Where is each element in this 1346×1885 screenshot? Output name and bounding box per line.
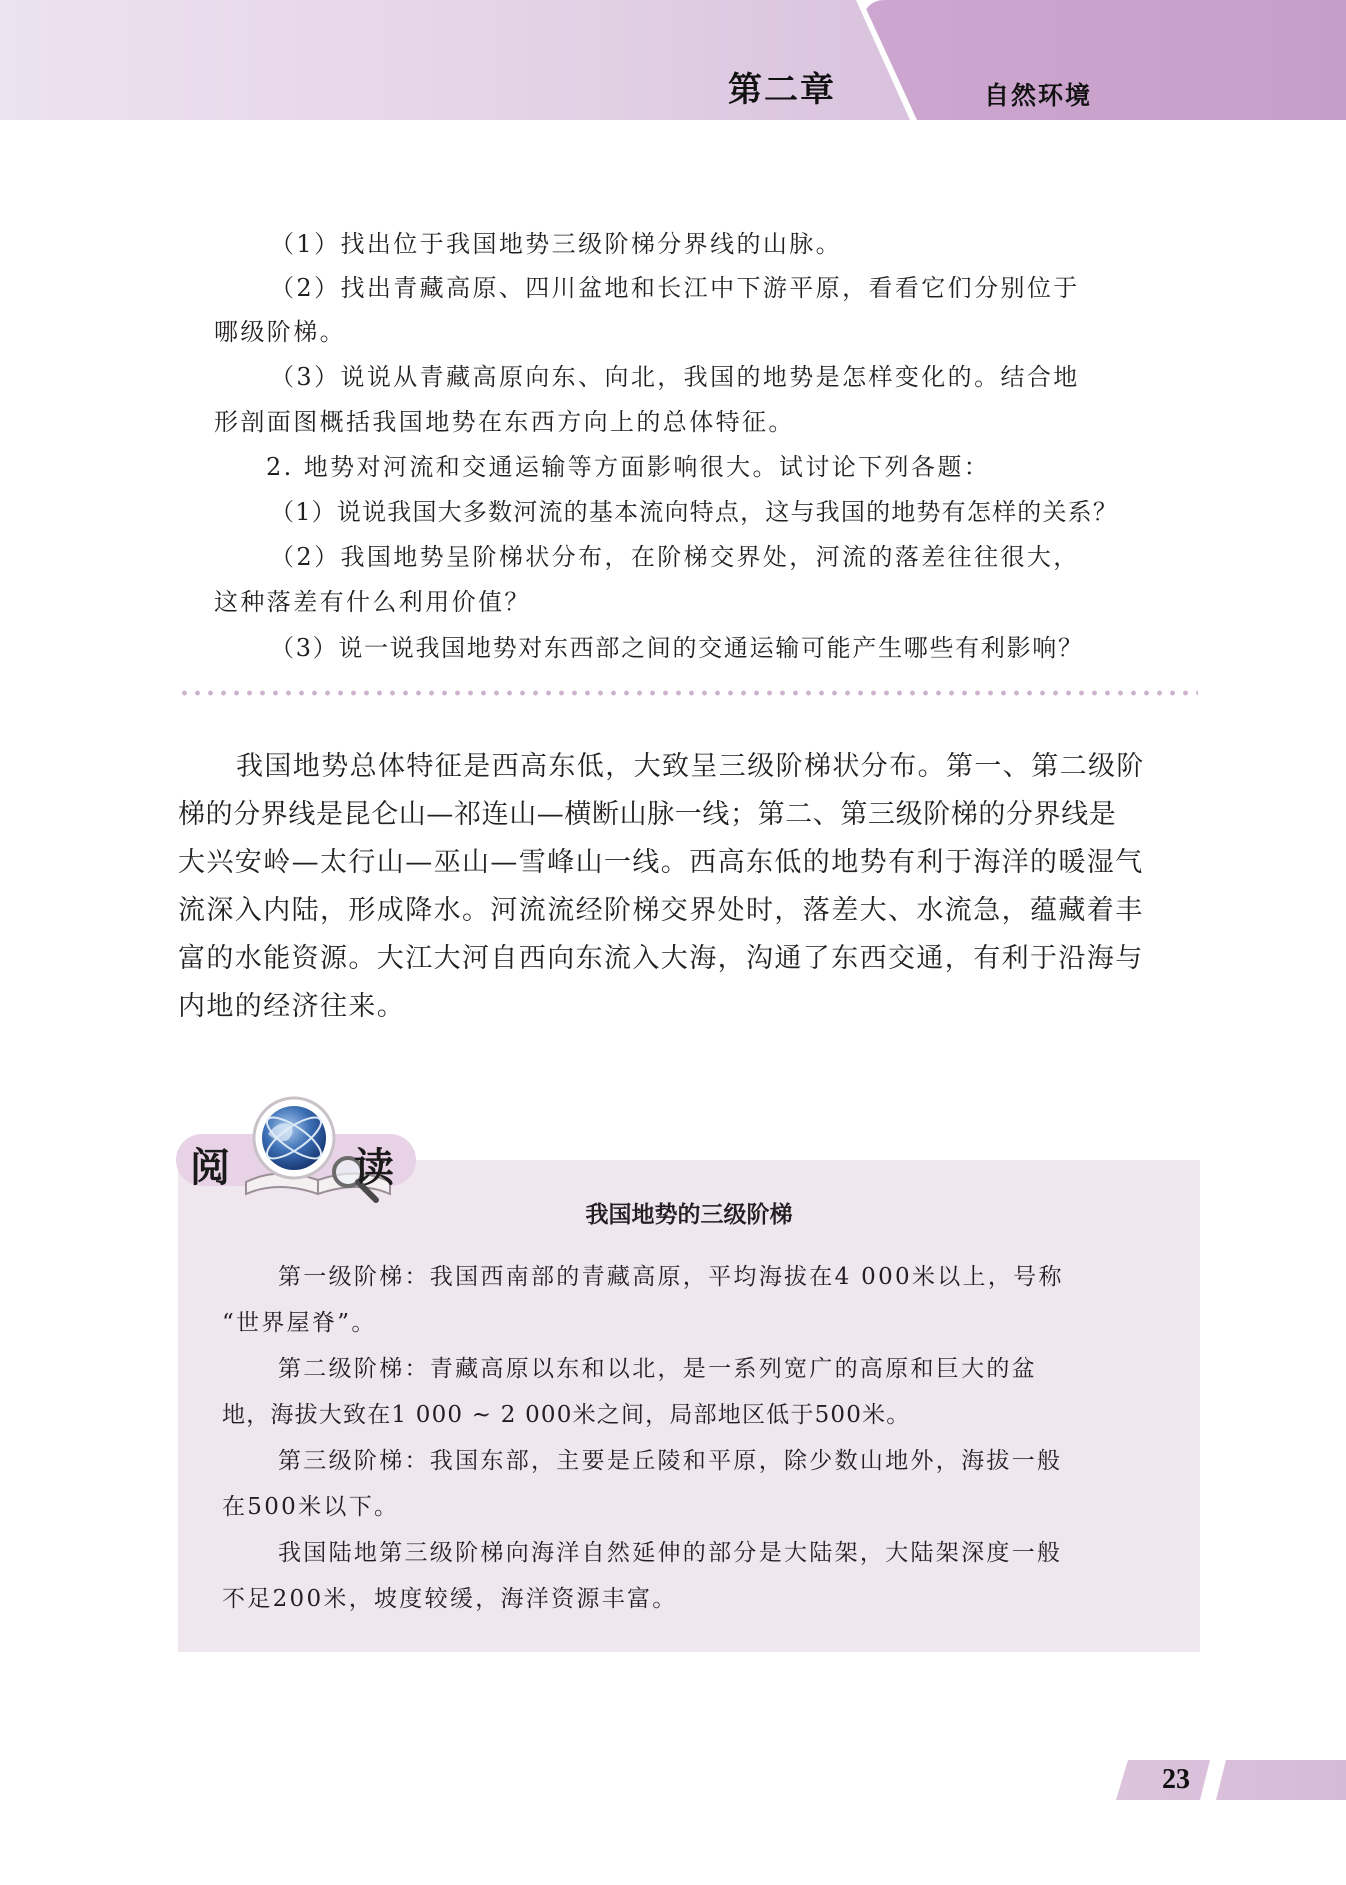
reading-line: 第一级阶梯：我国西南部的青藏高原，平均海拔在4 000米以上，号称 — [278, 1264, 1064, 1290]
reading-line: 我国陆地第三级阶梯向海洋自然延伸的部分是大陆架，大陆架深度一般 — [278, 1540, 1063, 1566]
summary-line: 流深入内陆，形成降水。河流流经阶梯交界处时，落差大、水流急，蕴藏着丰 — [178, 895, 1144, 926]
activity-line: （1）找出位于我国地势三级阶梯分界线的山脉。 — [270, 230, 843, 258]
page-number-strip — [1116, 1760, 1346, 1800]
reading-badge-left: 阅 — [190, 1145, 230, 1191]
reading-line: 地，海拔大致在1 000 ~ 2 000米之间，局部地区低于500米。 — [222, 1402, 911, 1428]
header-band-right — [862, 0, 1346, 120]
activity-line: 2. 地势对河流和交通运输等方面影响很大。试讨论下列各题： — [266, 453, 991, 481]
activity-line: 形剖面图概括我国地势在东西方向上的总体特征。 — [214, 408, 795, 436]
reading-line: 不足200米，坡度较缓，海洋资源丰富。 — [222, 1586, 678, 1612]
chapter-label: 第二章 — [728, 70, 836, 110]
activity-line: （3）说说从青藏高原向东、向北，我国的地势是怎样变化的。结合地 — [270, 363, 1080, 391]
reading-title: 我国地势的三级阶梯 — [585, 1202, 793, 1228]
activity-line: （2）找出青藏高原、四川盆地和长江中下游平原，看看它们分别位于 — [270, 274, 1080, 302]
summary-line: 富的水能资源。大江大河自西向东流入大海，沟通了东西交通，有利于沿海与 — [178, 943, 1144, 974]
summary-line: 大兴安岭—太行山—巫山—雪峰山一线。西高东低的地势有利于海洋的暖湿气 — [178, 847, 1144, 878]
dotted-divider — [178, 690, 1198, 696]
activity-line: （1）说说我国大多数河流的基本流向特点，这与我国的地势有怎样的关系？ — [270, 498, 1119, 526]
reading-badge-right: 读 — [354, 1145, 394, 1191]
summary-line: 内地的经济往来。 — [178, 991, 406, 1022]
reading-line: 第三级阶梯：我国东部，主要是丘陵和平原，除少数山地外，海拔一般 — [278, 1448, 1063, 1474]
reading-line: “世界屋脊”。 — [222, 1310, 377, 1336]
summary-line: 梯的分界线是昆仑山—祁连山—横断山脉一线；第二、第三级阶梯的分界线是 — [178, 799, 1117, 830]
chapter-title: 自然环境 — [984, 81, 1093, 110]
activity-line: （3）说一说我国地势对东西部之间的交通运输可能产生哪些有利影响？ — [270, 634, 1084, 662]
activity-line: （2）我国地势呈阶梯状分布，在阶梯交界处，河流的落差往往很大， — [270, 543, 1080, 571]
activity-line: 这种落差有什么利用价值？ — [214, 588, 531, 616]
reading-line: 第二级阶梯：青藏高原以东和以北，是一系列宽广的高原和巨大的盆 — [278, 1356, 1037, 1382]
reading-line: 在500米以下。 — [222, 1494, 400, 1520]
page-number: 23 — [1162, 1764, 1190, 1795]
summary-line: 我国地势总体特征是西高东低，大致呈三级阶梯状分布。第一、第二级阶 — [236, 751, 1145, 782]
activity-line: 哪级阶梯。 — [214, 318, 346, 346]
